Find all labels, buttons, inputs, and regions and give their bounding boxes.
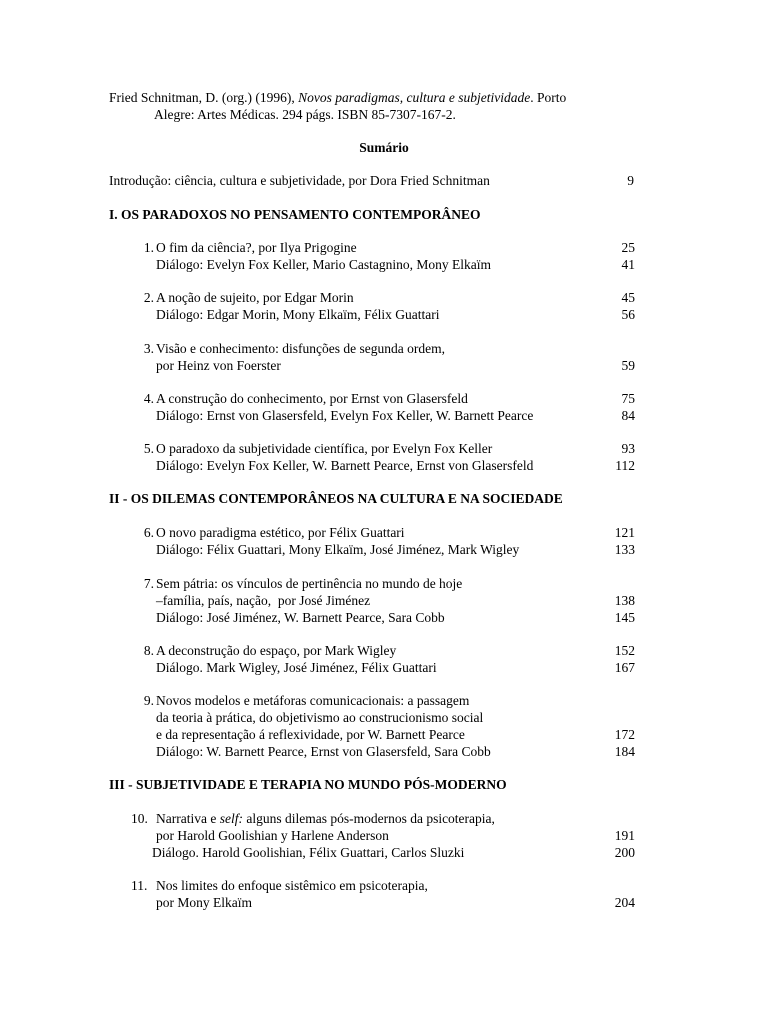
toc-entry-4 <box>109 390 635 424</box>
entry-text: –família, país, nação, por José Jiménez <box>156 593 371 608</box>
entry-page: 25 <box>621 240 635 255</box>
entry-number: 4. <box>143 391 154 406</box>
reference-book-title: Novos paradigmas, cultura e subjetividade <box>298 90 531 105</box>
entry-text: Diálogo. Harold Goolishian, Félix Guattari, Carlos Sluzki <box>152 845 465 860</box>
entry-page: 200 <box>614 845 635 860</box>
intro-text: Introdução: ciência, cultura e subjetividade, por Dora Fried Schnitman <box>109 173 490 188</box>
entry-text: O novo paradigma estético, por Félix Guattari <box>156 525 405 540</box>
entry-page: 112 <box>615 458 635 473</box>
entry-number: 11. <box>131 878 148 893</box>
entry-text: O fim da ciência?, por Ilya Prigogine <box>156 240 357 255</box>
entry-text: Sem pátria: os vínculos de pertinência no mundo de hoje <box>156 576 463 591</box>
toc-entry-7 <box>109 575 635 626</box>
toc-entry-1 <box>109 239 635 273</box>
entry-text: Diálogo: Evelyn Fox Keller, W. Barnett Pearce, Ernst von Glasersfeld <box>156 458 534 473</box>
entry-text: A deconstrução do espaço, por Mark Wigley <box>156 643 397 658</box>
reference-place-start: . Porto <box>530 90 567 105</box>
entry-text: Diálogo. Mark Wigley, José Jiménez, Félix Guattari <box>156 660 437 675</box>
toc-entry-8 <box>109 642 635 676</box>
entry-text: Diálogo: Ernst von Glasersfeld, Evelyn Fox Keller, W. Barnett Pearce <box>156 408 534 423</box>
entry-text: A construção do conhecimento, por Ernst von Glasersfeld <box>156 391 468 406</box>
toc-entry-9 <box>109 692 635 760</box>
toc-entry-2 <box>109 289 635 323</box>
entry-number: 7. <box>143 576 154 591</box>
entry-number: 2. <box>143 290 154 305</box>
entry-text: por Mony Elkaïm <box>156 895 252 910</box>
toc-entry-3 <box>109 340 635 374</box>
toc-intro <box>109 172 634 189</box>
section-heading-3: III - SUBJETIVIDADE E TERAPIA NO MUNDO PÓS-MODERNO <box>109 777 507 792</box>
entry-page: 121 <box>614 525 635 540</box>
reference-authors: Fried Schnitman, D. (org.) (1996), <box>109 90 299 105</box>
entry-page: 59 <box>621 358 635 373</box>
entry-page: 133 <box>614 542 635 557</box>
entry-text: Novos modelos e metáforas comunicacionais: a passagem <box>156 693 470 708</box>
entry-text: Nos limites do enfoque sistêmico em psicoterapia, <box>156 878 428 893</box>
section-heading-1: I. OS PARADOXOS NO PENSAMENTO CONTEMPORÂNEO <box>109 207 481 222</box>
entry-page: 45 <box>621 290 635 305</box>
bibliographic-reference <box>109 89 649 123</box>
entry-text: Diálogo: Evelyn Fox Keller, Mario Castagnino, Mony Elkaïm <box>156 257 492 272</box>
entry-page: 41 <box>621 257 635 272</box>
entry-page: 84 <box>621 408 635 423</box>
entry-text: Visão e conhecimento: disfunções de segunda ordem, <box>156 341 445 356</box>
entry-page: 172 <box>614 727 635 742</box>
entry-number: 5. <box>143 441 154 456</box>
entry-page: 152 <box>614 643 635 658</box>
toc-entry-10 <box>109 810 635 861</box>
entry-page: 145 <box>614 610 635 625</box>
entry-page: 138 <box>614 593 635 608</box>
reference-line-1 <box>109 89 649 106</box>
entry-number: 1. <box>143 240 154 255</box>
entry-text: Diálogo: José Jiménez, W. Barnett Pearce, Sara Cobb <box>156 610 445 625</box>
entry-page: 75 <box>621 391 635 406</box>
entry-page: 93 <box>621 441 635 456</box>
entry-text: Diálogo: Félix Guattari, Mony Elkaïm, José Jiménez, Mark Wigley <box>156 542 520 557</box>
toc-entry-11 <box>109 877 635 911</box>
entry-number: 9. <box>143 693 154 708</box>
entry-number: 8. <box>143 643 154 658</box>
section-heading-2: II - OS DILEMAS CONTEMPORÂNEOS NA CULTURA E NA SOCIEDADE <box>109 491 563 506</box>
reference-line-2: Alegre: Artes Médicas. 294 págs. ISBN 85-7307-167-2. <box>154 107 456 122</box>
entry-page: 56 <box>621 307 635 322</box>
entry-text: da teoria à prática, do objetivismo ao construcionismo social <box>156 710 484 725</box>
entry-number: 3. <box>143 341 154 356</box>
toc-title: Sumário <box>359 140 409 155</box>
entry-page: 184 <box>614 744 635 759</box>
toc-entry-6 <box>109 524 635 558</box>
entry-text: por Heinz von Foerster <box>156 358 281 373</box>
entry-text: A noção de sujeito, por Edgar Morin <box>156 290 354 305</box>
entry-text: Diálogo: W. Barnett Pearce, Ernst von Glasersfeld, Sara Cobb <box>156 744 491 759</box>
toc-entry-5 <box>109 440 635 474</box>
entry-text: Narrativa e self: alguns dilemas pós-modernos da psicoterapia, <box>156 811 495 826</box>
entry-text: por Harold Goolishian y Harlene Anderson <box>156 828 389 843</box>
entry-text: e da representação á reflexividade, por W. Barnett Pearce <box>156 727 465 742</box>
entry-text: Diálogo: Edgar Morin, Mony Elkaïm, Félix Guattari <box>156 307 440 322</box>
entry-text: O paradoxo da subjetividade científica, por Evelyn Fox Keller <box>156 441 493 456</box>
entry-number: 10. <box>131 811 148 826</box>
entry-page: 191 <box>614 828 635 843</box>
entry-page: 204 <box>614 895 635 910</box>
intro-page: 9 <box>627 173 634 188</box>
entry-number: 6. <box>143 525 154 540</box>
entry-page: 167 <box>614 660 635 675</box>
